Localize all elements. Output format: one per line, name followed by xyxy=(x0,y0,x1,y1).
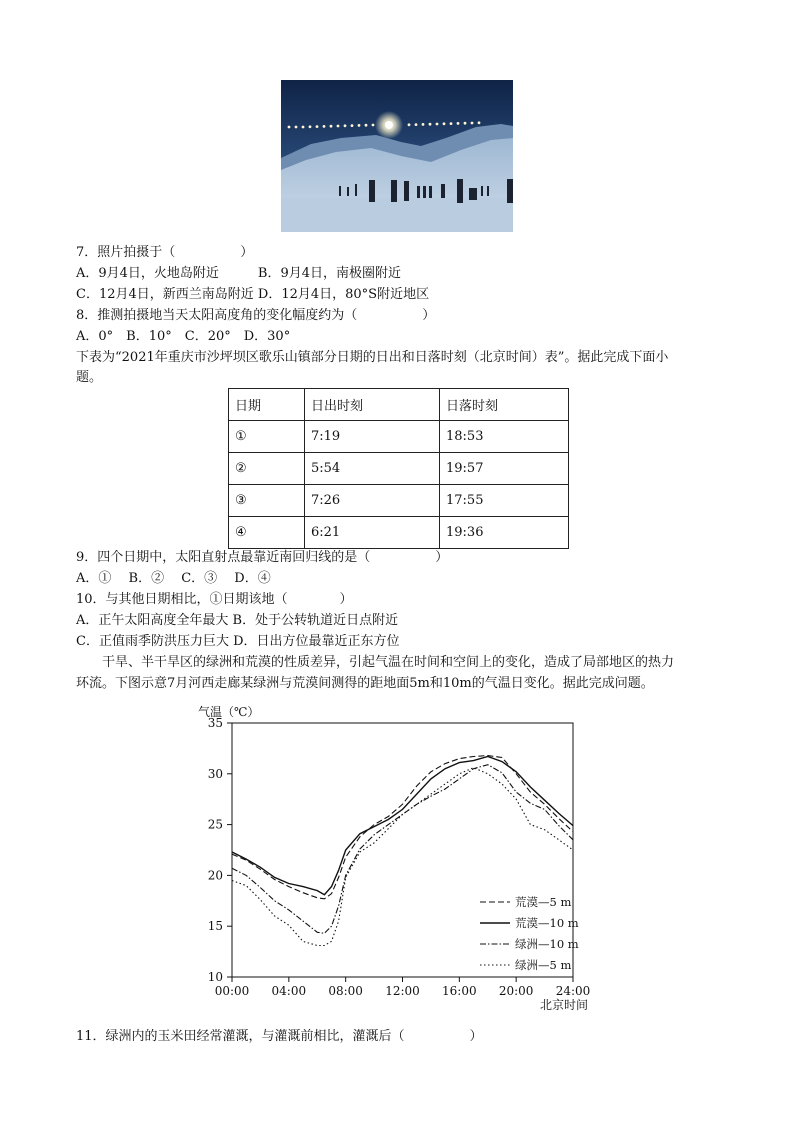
q11-stem: 11．绿洲内的玉米田经常灌溉，与灌溉前相比，灌溉后（ ） xyxy=(76,1029,483,1044)
y-tick-label: 30 xyxy=(207,766,223,781)
table-header-row xyxy=(229,389,569,421)
cell-sunrise: 5:54 xyxy=(305,453,440,485)
y-tick-label: 15 xyxy=(207,919,223,934)
legend-label: 绿洲—10 m xyxy=(515,937,579,951)
x-axis-label: 北京时间 xyxy=(540,998,589,1012)
cell-date: ④ xyxy=(229,517,305,549)
table-intro-line2: 题。 xyxy=(76,370,103,385)
x-tick-label: 00:00 xyxy=(214,984,250,998)
header-sunset: 日落时刻 xyxy=(440,389,569,421)
y-tick-label: 25 xyxy=(207,817,223,832)
y-tick-label: 10 xyxy=(207,970,223,984)
cell-date: ③ xyxy=(229,485,305,517)
chart-intro-line2: 环流。下图示意7月河西走廊某绿洲与荒漠间测得的距地面5m和10m的气温日变化。据此完成问题。 xyxy=(76,676,654,691)
cell-date: ① xyxy=(229,421,305,453)
series-line xyxy=(232,757,573,895)
x-tick-label: 12:00 xyxy=(385,984,420,998)
legend-label: 荒漠—5 m xyxy=(515,895,572,909)
q10-options-ab: A．正午太阳高度全年最大 B．处于公转轨道近日点附近 xyxy=(76,613,399,628)
x-tick-label: 04:00 xyxy=(271,984,307,998)
x-tick-label: 08:00 xyxy=(328,984,363,998)
legend-label: 荒漠—10 m xyxy=(515,916,579,930)
q7-options-cd: C．12月4日，新西兰南岛附近 D．12月4日，80°S附近地区 xyxy=(76,287,430,302)
q8-options: A．0° B．10° C．20° D．30° xyxy=(76,329,291,344)
header-sunrise: 日出时刻 xyxy=(305,389,440,421)
q10-stem: 10．与其他日期相比，①日期该地（ ） xyxy=(76,592,353,607)
temperature-line-chart xyxy=(190,700,610,1020)
cell-date: ② xyxy=(229,453,305,485)
table-row xyxy=(229,517,569,549)
y-axis-label: 气温（℃） xyxy=(198,705,260,719)
cell-sunrise: 7:19 xyxy=(305,421,440,453)
q8-stem: 8．推测拍摄地当天太阳高度角的变化幅度约为（ ） xyxy=(76,308,436,323)
cell-sunrise: 6:21 xyxy=(305,517,440,549)
q9-options: A．① B．② C．③ D．④ xyxy=(76,571,271,586)
table-row xyxy=(229,453,569,485)
table-row xyxy=(229,485,569,517)
cell-sunset: 19:57 xyxy=(440,453,569,485)
q7-stem: 7．照片拍摄于（ ） xyxy=(76,245,254,260)
x-tick-label: 16:00 xyxy=(442,984,477,998)
x-tick-label: 20:00 xyxy=(498,984,534,998)
solar-track-photo xyxy=(281,80,513,232)
chart-intro-line1: 干旱、半干旱区的绿洲和荒漠的性质差异，引起气温在时间和空间上的变化，造成了局部地区的热力 xyxy=(76,655,675,670)
header-date: 日期 xyxy=(229,389,305,421)
table-intro-line1: 下表为“2021年重庆市沙坪坝区歌乐山镇部分日期的日出和日落时刻（北京时间）表”。据此完成下面小 xyxy=(76,350,669,365)
cell-sunset: 17:55 xyxy=(440,485,569,517)
cell-sunset: 18:53 xyxy=(440,421,569,453)
sunrise-sunset-table xyxy=(228,388,569,549)
cell-sunrise: 7:26 xyxy=(305,485,440,517)
q10-options-cd: C．正值雨季防洪压力巨大 D．日出方位最靠近正东方位 xyxy=(76,634,400,649)
y-tick-label: 35 xyxy=(207,716,223,730)
table-row xyxy=(229,421,569,453)
cell-sunset: 19:36 xyxy=(440,517,569,549)
legend-label: 绿洲—5 m xyxy=(515,958,572,972)
q7-options-ab: A．9月4日，火地岛附近 B．9月4日，南极圈附近 xyxy=(76,266,402,281)
q9-stem: 9．四个日期中，太阳直射点最靠近南回归线的是（ ） xyxy=(76,550,449,565)
y-tick-label: 20 xyxy=(207,868,223,883)
x-tick-label: 24:00 xyxy=(555,984,591,998)
